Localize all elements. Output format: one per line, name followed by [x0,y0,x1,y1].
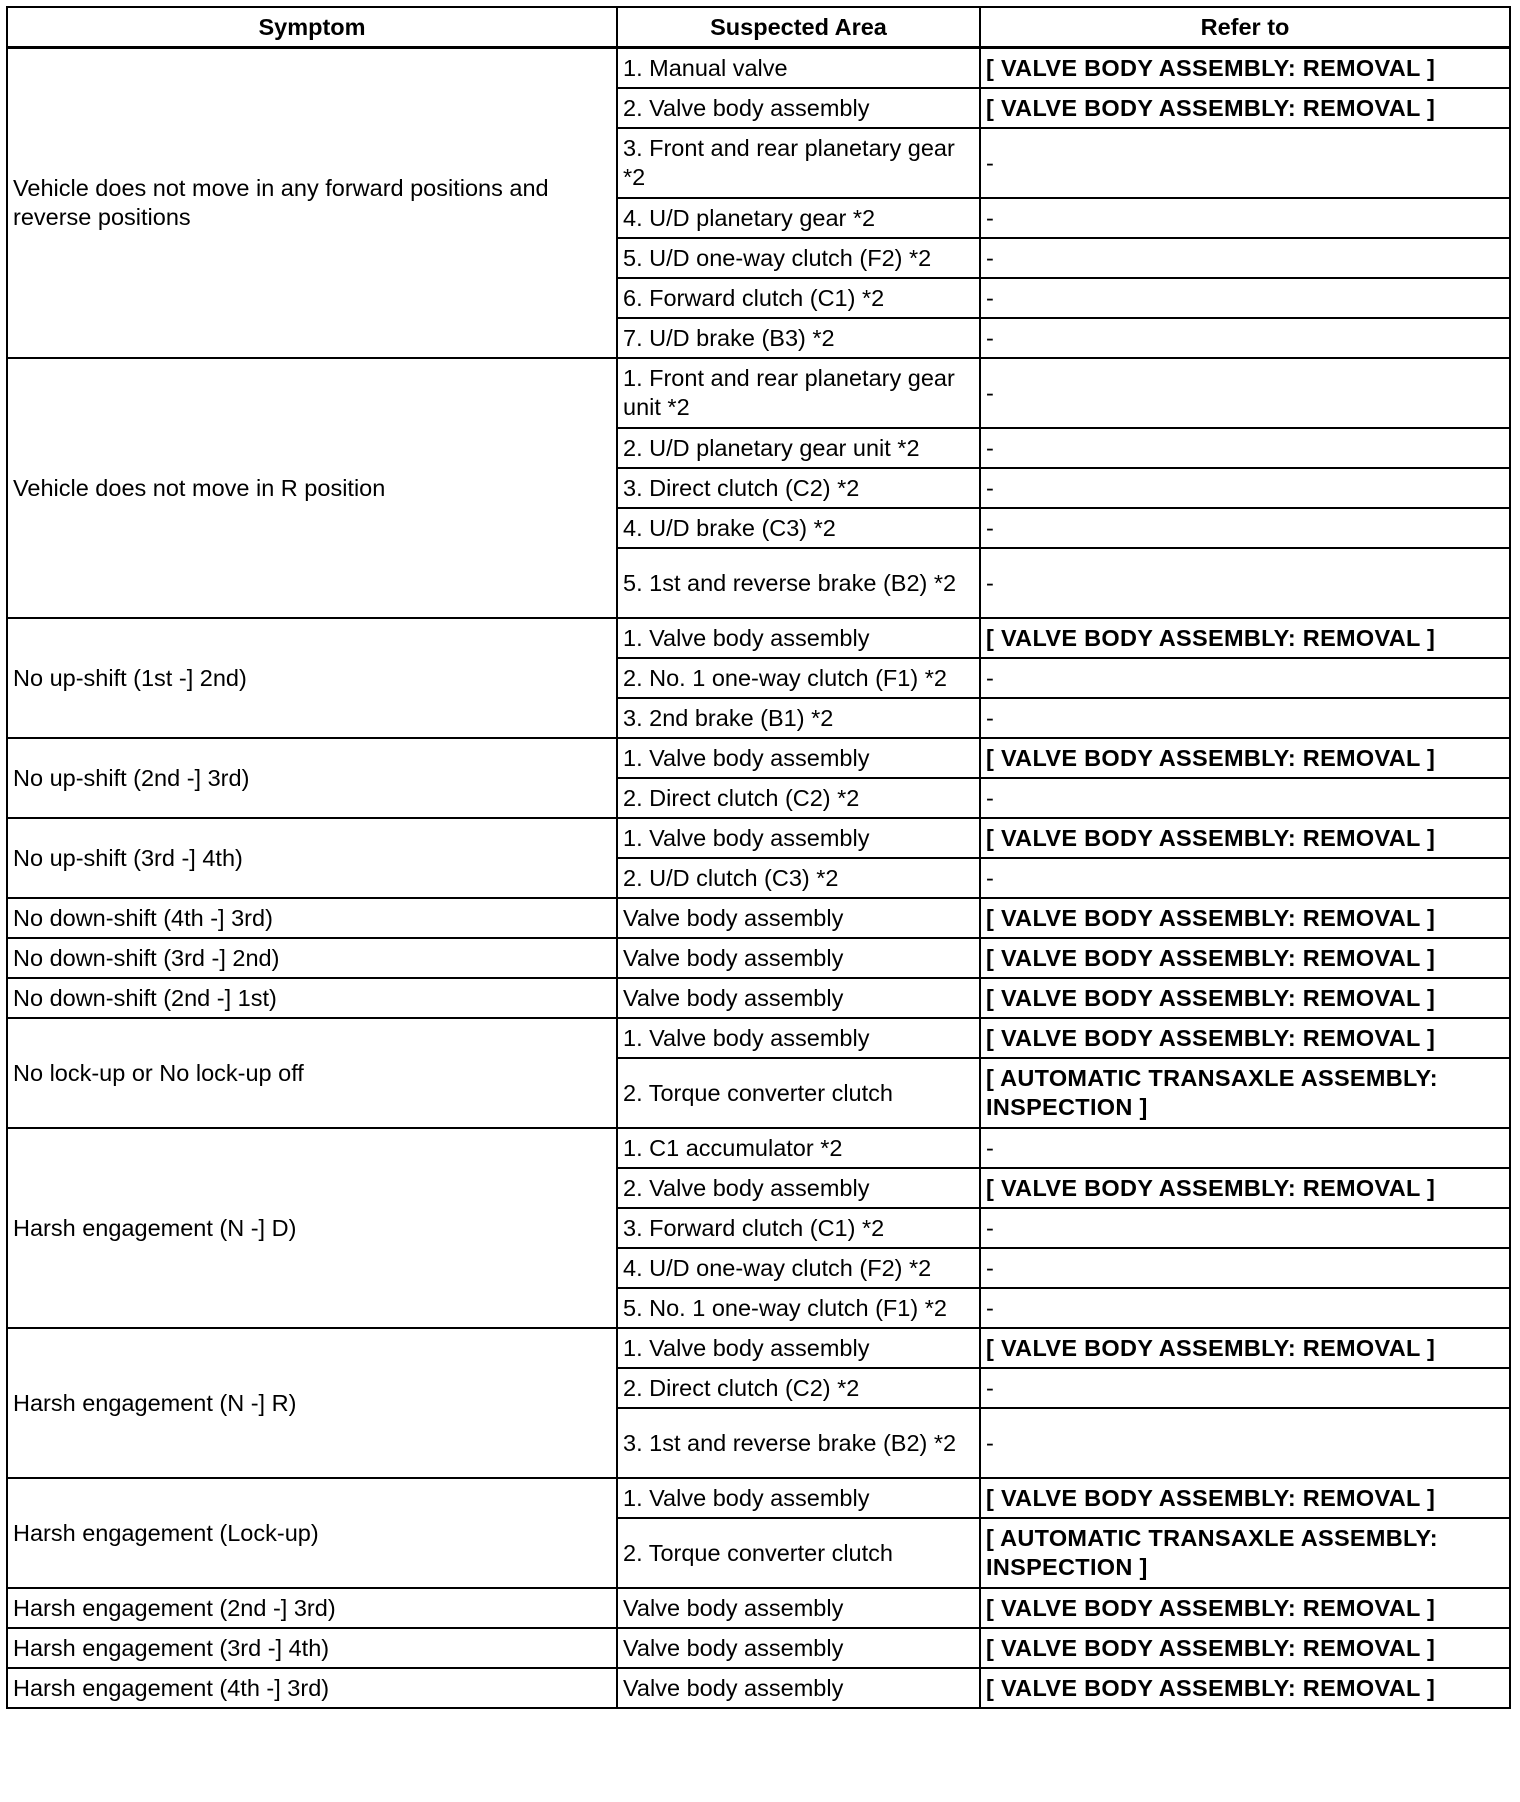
table-row [7,898,1510,938]
refer-cell: - [980,318,1510,358]
suspected-area-cell: 6. Forward clutch (C1) *2 [617,278,980,318]
diagnosis-table [6,6,1511,1709]
table-row [7,1588,1510,1628]
refer-link[interactable]: [ VALVE BODY ASSEMBLY: REMOVAL ] [980,1168,1510,1208]
suspected-area-cell: Valve body assembly [617,898,980,938]
symptom-cell: Harsh engagement (2nd -] 3rd) [7,1588,617,1628]
refer-cell: - [980,428,1510,468]
table-row [7,358,1510,428]
symptom-cell: Harsh engagement (N -] D) [7,1128,617,1328]
table-row [7,1668,1510,1708]
suspected-area-cell: 2. U/D clutch (C3) *2 [617,858,980,898]
symptom-cell: No up-shift (1st -] 2nd) [7,618,617,738]
symptom-cell: Harsh engagement (3rd -] 4th) [7,1628,617,1668]
suspected-area-cell: 5. 1st and reverse brake (B2) *2 [617,548,980,618]
refer-link[interactable]: [ VALVE BODY ASSEMBLY: REMOVAL ] [980,898,1510,938]
table-row [7,978,1510,1018]
suspected-area-cell: Valve body assembly [617,1668,980,1708]
refer-link[interactable]: [ AUTOMATIC TRANSAXLE ASSEMBLY: INSPECTION ] [980,1058,1510,1128]
suspected-area-cell: 5. U/D one-way clutch (F2) *2 [617,238,980,278]
refer-cell: - [980,238,1510,278]
refer-cell: - [980,778,1510,818]
suspected-area-cell: Valve body assembly [617,1628,980,1668]
table-row [7,1018,1510,1058]
refer-link[interactable]: [ VALVE BODY ASSEMBLY: REMOVAL ] [980,88,1510,128]
header-refer-to: Refer to [980,7,1510,48]
suspected-area-cell: 4. U/D one-way clutch (F2) *2 [617,1248,980,1288]
refer-cell: - [980,278,1510,318]
suspected-area-cell: 2. Valve body assembly [617,1168,980,1208]
suspected-area-cell: 1. Manual valve [617,48,980,89]
refer-cell: - [980,358,1510,428]
refer-link[interactable]: [ VALVE BODY ASSEMBLY: REMOVAL ] [980,1478,1510,1518]
suspected-area-cell: 5. No. 1 one-way clutch (F1) *2 [617,1288,980,1328]
suspected-area-cell: 3. 2nd brake (B1) *2 [617,698,980,738]
suspected-area-cell: 3. Front and rear planetary gear *2 [617,128,980,198]
table-row [7,618,1510,658]
header-suspected-area: Suspected Area [617,7,980,48]
symptom-cell: No up-shift (3rd -] 4th) [7,818,617,898]
refer-link[interactable]: [ VALVE BODY ASSEMBLY: REMOVAL ] [980,818,1510,858]
refer-link[interactable]: [ VALVE BODY ASSEMBLY: REMOVAL ] [980,1018,1510,1058]
suspected-area-cell: 2. Direct clutch (C2) *2 [617,1368,980,1408]
suspected-area-cell: 2. No. 1 one-way clutch (F1) *2 [617,658,980,698]
symptom-cell: Vehicle does not move in any forward positions and reverse positions [7,48,617,359]
refer-link[interactable]: [ VALVE BODY ASSEMBLY: REMOVAL ] [980,738,1510,778]
refer-cell: - [980,468,1510,508]
symptom-cell: Harsh engagement (N -] R) [7,1328,617,1478]
refer-cell: - [980,658,1510,698]
table-row [7,938,1510,978]
refer-link[interactable]: [ VALVE BODY ASSEMBLY: REMOVAL ] [980,1328,1510,1368]
refer-link[interactable]: [ VALVE BODY ASSEMBLY: REMOVAL ] [980,618,1510,658]
refer-cell: - [980,548,1510,618]
table-row [7,1328,1510,1368]
refer-cell: - [980,1408,1510,1478]
refer-link[interactable]: [ AUTOMATIC TRANSAXLE ASSEMBLY: INSPECTION ] [980,1518,1510,1588]
suspected-area-cell: Valve body assembly [617,1588,980,1628]
suspected-area-cell: 1. Valve body assembly [617,1478,980,1518]
table-row [7,818,1510,858]
refer-link[interactable]: [ VALVE BODY ASSEMBLY: REMOVAL ] [980,48,1510,89]
suspected-area-cell: 3. 1st and reverse brake (B2) *2 [617,1408,980,1478]
suspected-area-cell: 1. Valve body assembly [617,738,980,778]
refer-cell: - [980,1368,1510,1408]
refer-cell: - [980,128,1510,198]
suspected-area-cell: 4. U/D brake (C3) *2 [617,508,980,548]
suspected-area-cell: 1. Front and rear planetary gear unit *2 [617,358,980,428]
table-row [7,1628,1510,1668]
refer-cell: - [980,858,1510,898]
header-row [7,7,1510,48]
symptom-cell: No down-shift (4th -] 3rd) [7,898,617,938]
refer-link[interactable]: [ VALVE BODY ASSEMBLY: REMOVAL ] [980,978,1510,1018]
suspected-area-cell: 7. U/D brake (B3) *2 [617,318,980,358]
refer-link[interactable]: [ VALVE BODY ASSEMBLY: REMOVAL ] [980,1588,1510,1628]
suspected-area-cell: Valve body assembly [617,938,980,978]
refer-cell: - [980,508,1510,548]
symptom-cell: Harsh engagement (Lock-up) [7,1478,617,1588]
suspected-area-cell: 1. Valve body assembly [617,1018,980,1058]
symptom-cell: Harsh engagement (4th -] 3rd) [7,1668,617,1708]
refer-cell: - [980,1248,1510,1288]
suspected-area-cell: 3. Direct clutch (C2) *2 [617,468,980,508]
refer-cell: - [980,198,1510,238]
table-row [7,738,1510,778]
table-row [7,48,1510,89]
refer-link[interactable]: [ VALVE BODY ASSEMBLY: REMOVAL ] [980,1628,1510,1668]
symptom-cell: No lock-up or No lock-up off [7,1018,617,1128]
suspected-area-cell: 4. U/D planetary gear *2 [617,198,980,238]
refer-link[interactable]: [ VALVE BODY ASSEMBLY: REMOVAL ] [980,1668,1510,1708]
symptom-cell: No up-shift (2nd -] 3rd) [7,738,617,818]
suspected-area-cell: 1. Valve body assembly [617,618,980,658]
refer-cell: - [980,1208,1510,1248]
suspected-area-cell: 1. Valve body assembly [617,1328,980,1368]
table-row [7,1478,1510,1518]
refer-cell: - [980,1128,1510,1168]
suspected-area-cell: 2. Direct clutch (C2) *2 [617,778,980,818]
suspected-area-cell: 1. Valve body assembly [617,818,980,858]
header-symptom: Symptom [7,7,617,48]
symptom-cell: No down-shift (3rd -] 2nd) [7,938,617,978]
symptom-cell: Vehicle does not move in R position [7,358,617,618]
refer-link[interactable]: [ VALVE BODY ASSEMBLY: REMOVAL ] [980,938,1510,978]
refer-cell: - [980,1288,1510,1328]
suspected-area-cell: 2. U/D planetary gear unit *2 [617,428,980,468]
refer-cell: - [980,698,1510,738]
suspected-area-cell: 3. Forward clutch (C1) *2 [617,1208,980,1248]
table-row [7,1128,1510,1168]
suspected-area-cell: 2. Torque converter clutch [617,1518,980,1588]
suspected-area-cell: 2. Valve body assembly [617,88,980,128]
symptom-cell: No down-shift (2nd -] 1st) [7,978,617,1018]
suspected-area-cell: 1. C1 accumulator *2 [617,1128,980,1168]
suspected-area-cell: 2. Torque converter clutch [617,1058,980,1128]
suspected-area-cell: Valve body assembly [617,978,980,1018]
